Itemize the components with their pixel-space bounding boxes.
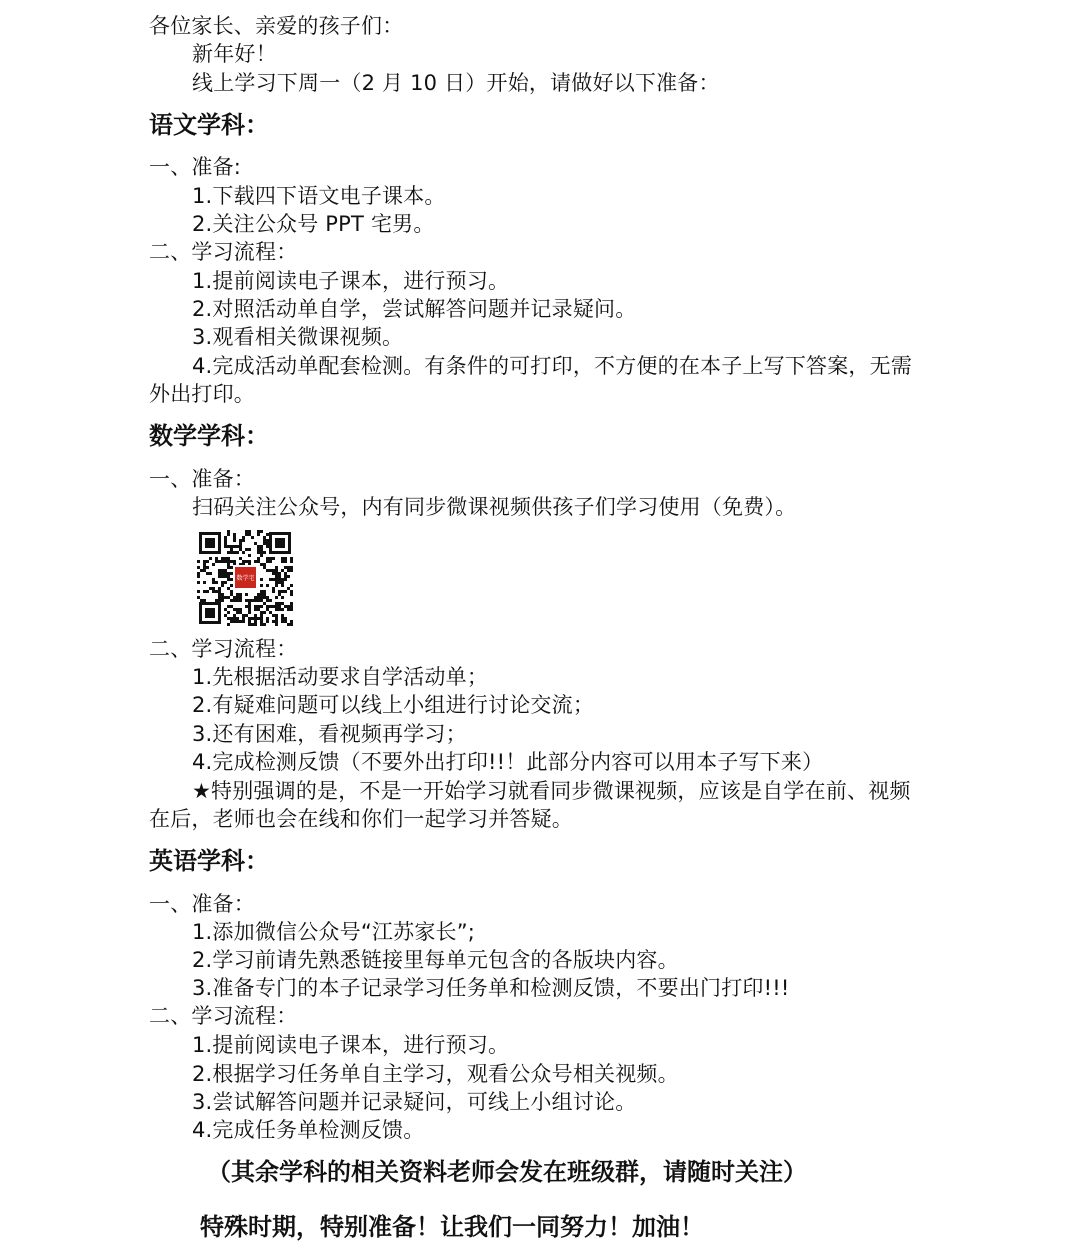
english-prep-item: 1.添加微信公众号“江苏家长”; [192,920,476,944]
english-flow-item: 4.完成任务单检测反馈。 [192,1118,425,1142]
math-prep-label: 一、准备： [149,467,255,491]
greeting: 各位家长、亲爱的孩子们： [149,14,404,38]
math-note-line: ★特别强调的是，不是一开始学习就看同步微课视频，应该是自学在前、视频 [192,779,911,803]
chinese-prep-item: 1.下载四下语文电子课本。 [192,184,446,208]
chinese-title: 语文学科： [149,111,269,139]
qr-logo-text: 数学宅 [236,575,255,582]
english-flow-label: 二、学习流程： [149,1004,298,1028]
english-flow-item: 2.根据学习任务单自主学习，观看公众号相关视频。 [192,1062,679,1086]
math-prep-text: 扫码关注公众号，内有同步微课视频供孩子们学习使用（免费）。 [192,495,797,519]
math-title: 数学学科： [149,422,269,450]
math-flow-item: 3.还有困难，看视频再学习； [192,722,467,746]
english-prep-label: 一、准备： [149,892,255,916]
qr-code [197,530,293,626]
closing-slogan: 特殊时期，特别准备！让我们一同努力！加油！ [200,1213,704,1241]
chinese-flow-item: 1.提前阅读电子课本，进行预习。 [192,269,510,293]
english-flow-item: 1.提前阅读电子课本，进行预习。 [192,1033,510,1057]
chinese-flow-label: 二、学习流程： [149,240,298,264]
new-year-greeting: 新年好！ [192,42,277,66]
english-flow-item: 3.尝试解答问题并记录疑问，可线上小组讨论。 [192,1090,637,1114]
chinese-prep-item: 2.关注公众号 PPT 宅男。 [192,212,435,236]
chinese-flow-item-continuation: 外出打印。 [149,382,255,406]
math-flow-item: 4.完成检测反馈（不要外出打印!!！此部分内容可以用本子写下来） [192,750,824,774]
other-subjects-note: （其余学科的相关资料老师会发在班级群，请随时关注） [207,1158,807,1186]
english-prep-item: 2.学习前请先熟悉链接里每单元包含的各版块内容。 [192,948,679,972]
english-title: 英语学科： [149,847,269,875]
english-prep-item: 3.准备专门的本子记录学习任务单和检测反馈，不要出门打印!!! [192,976,790,1000]
math-flow-label: 二、学习流程： [149,637,298,661]
start-notice: 线上学习下周一（2 月 10 日）开始，请做好以下准备： [192,71,720,95]
math-note-line: 在后，老师也会在线和你们一起学习并答疑。 [149,807,573,831]
chinese-flow-item: 3.观看相关微课视频。 [192,325,404,349]
chinese-prep-label: 一、准备: [149,155,242,179]
chinese-flow-item: 2.对照活动单自学，尝试解答问题并记录疑问。 [192,297,637,321]
chinese-flow-item: 4.完成活动单配套检测。有条件的可打印，不方便的在本子上写下答案，无需 [192,354,913,378]
math-flow-item: 2.有疑难问题可以线上小组进行讨论交流； [192,693,595,717]
math-flow-item: 1.先根据活动要求自学活动单； [192,665,489,689]
